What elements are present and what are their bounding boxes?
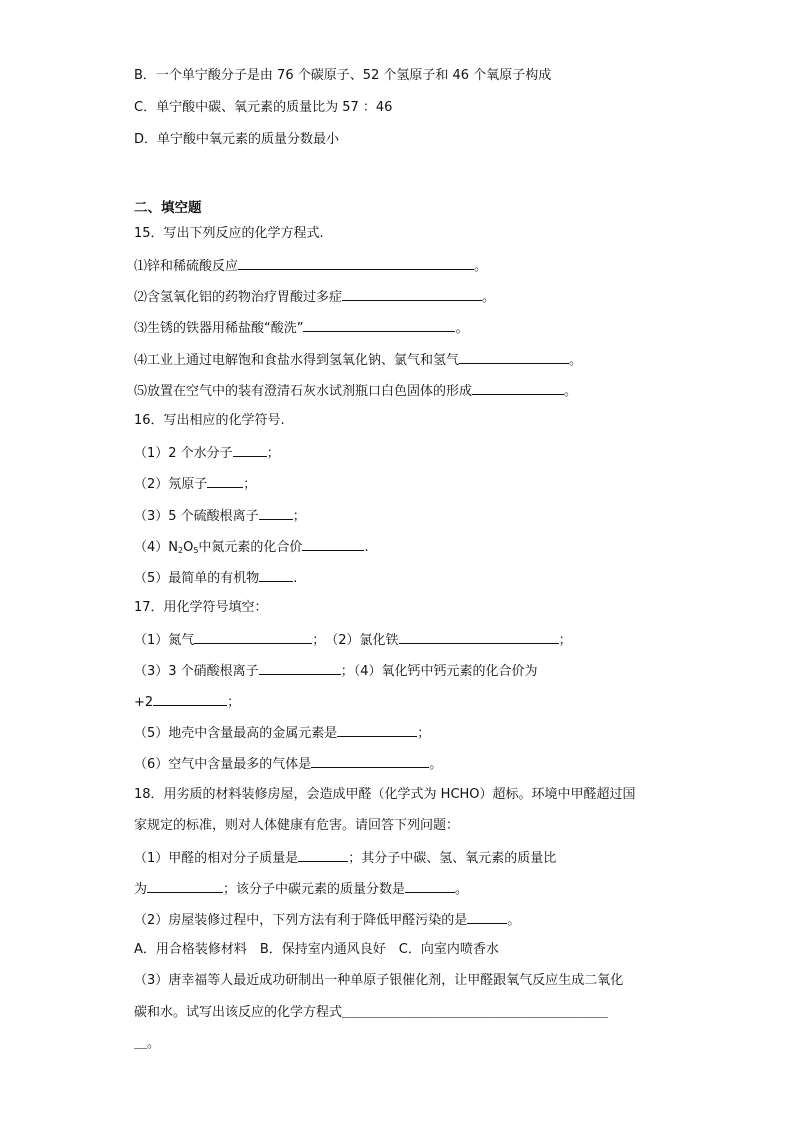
- answer-blank[interactable]: [399, 630, 559, 644]
- answer-blank[interactable]: [259, 568, 293, 582]
- q16-item-3: （3）5 个硫酸根离子 ；: [134, 506, 306, 526]
- q18-part-1: （1）甲醛的相对分子质量是 ；其分子中碳、氢、氧元素的质量比: [134, 848, 556, 868]
- q15-item-4: ⑷工业上通过电解饱和食盐水得到氢氧化钠、氯气和氢气 。: [134, 350, 582, 370]
- answer-blank[interactable]: [233, 443, 267, 457]
- q17-line-1: （1）氮气 ； （2）氯化铁 ；: [134, 630, 572, 650]
- answer-blank[interactable]: [259, 506, 293, 520]
- answer-blank[interactable]: [311, 754, 429, 768]
- q15-stem: 15．写出下列反应的化学方程式.: [134, 226, 324, 241]
- q18-line-2: 家规定的标准，则对人体健康有危害。请回答下列问题：: [134, 818, 460, 833]
- answer-blank[interactable]: [342, 287, 482, 301]
- q17-line-5: （6）空气中含量最多的气体是 。: [134, 754, 442, 774]
- q15-item-2: ⑵含氢氧化铝的药物治疗胃酸过多症 。: [134, 287, 495, 307]
- answer-blank[interactable]: [259, 661, 341, 675]
- q15-item-3: ⑶生锈的铁器用稀盐酸“酸洗” 。: [134, 318, 469, 338]
- q18-part-3: （3）唐幸福等人最近成功研制出一种单原子银催化剂，让甲醛跟氧气反应生成二氧化: [134, 973, 624, 988]
- answer-blank[interactable]: [337, 723, 417, 737]
- q15-item-5: ⑸放置在空气中的装有澄清石灰水试剂瓶口白色固体的形成 。: [134, 381, 577, 401]
- q18-line-1: 18．用劣质的材料装修房屋，会造成甲醛（化学式为 HCHO）超标。环境中甲醛超过国: [134, 787, 636, 802]
- answer-blank[interactable]: [153, 692, 227, 706]
- answer-blank[interactable]: [472, 381, 564, 395]
- q16-item-2: （2）氖原子 ；: [134, 474, 256, 494]
- q18-part-2: （2）房屋装修过程中，下列方法有利于降低甲醛污染的是 。: [134, 910, 520, 930]
- q18-part-3-end: ＿。: [134, 1036, 161, 1051]
- q16-item-1: （1）2 个水分子 ；: [134, 443, 280, 463]
- q18-part-1-cont: 为 ；该分子中碳元素的质量分数是 。: [134, 879, 468, 899]
- answer-blank[interactable]: [147, 879, 223, 893]
- option-b: B．一个单宁酸分子是由 76 个碳原子、52 个氢原子和 46 个氧原子构成: [134, 68, 552, 83]
- answer-blank[interactable]: [459, 350, 569, 364]
- answer-blank[interactable]: ＿＿＿＿＿＿＿＿＿＿＿＿＿＿＿＿＿＿＿＿＿＿＿＿: [342, 1005, 607, 1020]
- answer-blank[interactable]: [298, 848, 348, 862]
- answer-blank[interactable]: [405, 879, 455, 893]
- answer-blank[interactable]: [238, 256, 474, 270]
- q18-part-3-cont: 碳和水。试写出该反应的化学方程式＿＿＿＿＿＿＿＿＿＿＿＿＿＿＿＿＿＿＿＿＿＿＿＿: [134, 1005, 607, 1020]
- q17-line-4: （5）地壳中含量最高的金属元素是 ；: [134, 723, 430, 743]
- q18-choices: A．用合格装修材料 B．保持室内通风良好 C．向室内喷香水: [134, 942, 499, 957]
- section-title-fill-in: 二、填空题: [134, 200, 202, 216]
- answer-blank[interactable]: [207, 474, 243, 488]
- answer-blank[interactable]: [467, 910, 507, 924]
- answer-blank[interactable]: [303, 318, 455, 332]
- answer-blank[interactable]: [302, 537, 364, 551]
- q16-stem: 16．写出相应的化学符号.: [134, 413, 285, 428]
- option-d: D．单宁酸中氧元素的质量分数最小: [134, 132, 340, 147]
- q16-item-4: $(4)N_2O_5$中氮元素的化合价 .: [134, 537, 369, 557]
- q17-line-2: （3）3 个硝酸根离子 ；（4）氧化钙中钙元素的化合价为: [134, 661, 537, 681]
- q15-item-1: ⑴锌和稀硫酸反应 。: [134, 256, 487, 276]
- q17-stem: 17．用化学符号填空：: [134, 600, 268, 615]
- answer-blank[interactable]: [194, 630, 312, 644]
- q17-line-3: +2 ；: [134, 692, 240, 712]
- answer-blank[interactable]: ＿: [134, 1036, 148, 1051]
- option-c: C．单宁酸中碳、氧元素的质量比为 57 ：46: [134, 100, 393, 115]
- q16-item-5: （5）最简单的有机物 .: [134, 568, 297, 588]
